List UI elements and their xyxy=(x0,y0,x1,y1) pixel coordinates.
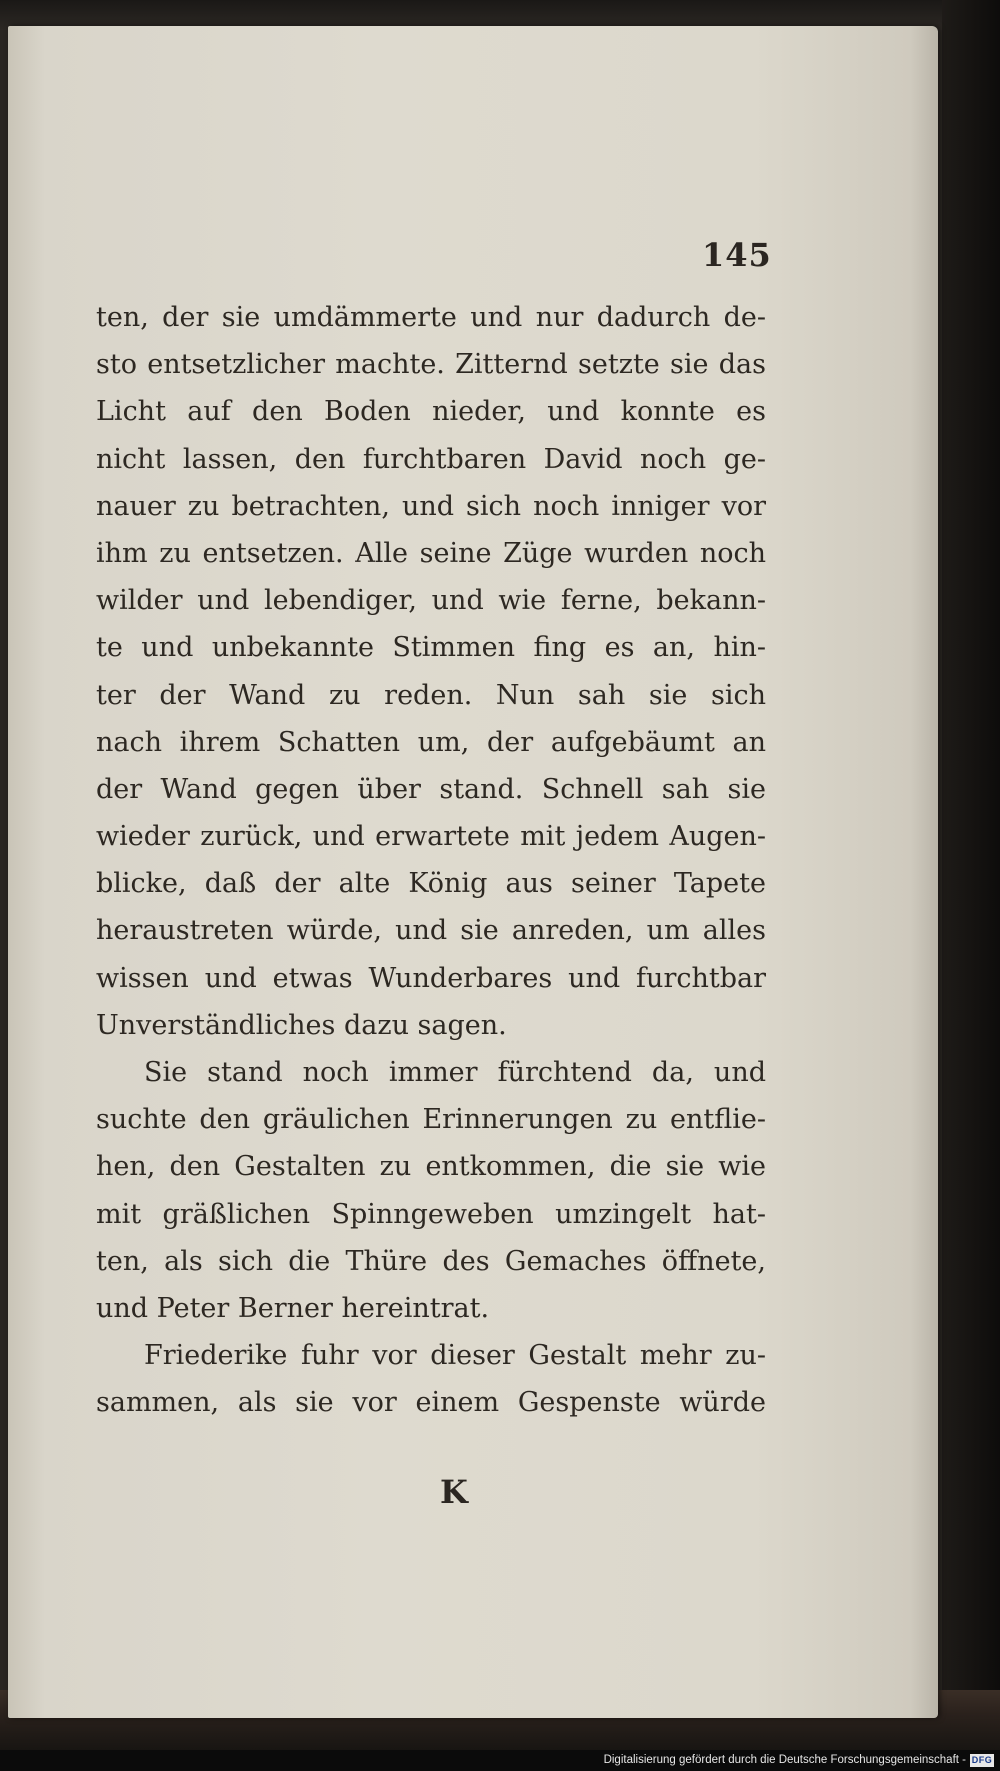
text-line: wissen und etwas Wunderbares und furchtbar xyxy=(96,962,766,994)
text-line: nach ihrem Schatten um, der aufgebäumt an xyxy=(96,726,766,758)
text-line: und Peter Berner hereintrat. xyxy=(96,1292,490,1324)
text-line: suchte den gräulichen Erinnerungen zu entflie- xyxy=(96,1104,766,1136)
dfg-logo-icon: DFG xyxy=(971,1755,993,1765)
text-line: der Wand gegen über stand. Schnell sah sie xyxy=(96,773,766,805)
text-line: Licht auf den Boden nieder, und konnte es xyxy=(96,396,766,428)
page-number: 145 xyxy=(702,236,772,274)
text-line: hen, den Gestalten zu entkommen, die sie wie xyxy=(96,1151,766,1183)
text-line: wilder und lebendiger, und wie ferne, bekann- xyxy=(96,585,766,617)
text-line: nauer zu betrachten, und sich noch inniger vor xyxy=(96,490,766,522)
text-line: Friederike fuhr vor dieser Gestalt mehr zu- xyxy=(144,1340,766,1372)
text-line: heraustreten würde, und sie anreden, um alles xyxy=(96,915,766,947)
text-line: ten, der sie umdämmerte und nur dadurch de- xyxy=(96,302,766,333)
text-line: wieder zurück, und erwartete mit jedem Augen- xyxy=(96,821,766,853)
footer-credit: Digitalisierung gefördert durch die Deutsche Forschungsgemeinschaft - xyxy=(603,1754,966,1766)
text-line: sammen, als sie vor einem Gespenste würde xyxy=(96,1387,766,1419)
text-line: te und unbekannte Stimmen fing es an, hin- xyxy=(96,632,766,664)
text-line: ter der Wand zu reden. Nun sah sie sich xyxy=(96,679,766,711)
text-line: nicht lassen, den furchtbaren David noch ge- xyxy=(96,443,766,475)
text-line: mit gräßlichen Spinngeweben umzingelt hat- xyxy=(96,1198,766,1230)
signature-mark: K xyxy=(440,1473,468,1511)
text-line: Sie stand noch immer fürchtend da, und xyxy=(144,1057,766,1088)
book-binding-edge xyxy=(942,0,1000,1771)
digitization-footer xyxy=(0,1750,1000,1771)
page-text-body xyxy=(96,294,766,1427)
text-line: sto entsetzlicher machte. Zitternd setzte sie das xyxy=(96,349,766,381)
text-line: ihm zu entsetzen. Alle seine Züge wurden noch xyxy=(96,537,766,569)
text-line: ten, als sich die Thüre des Gemaches öffnete, xyxy=(96,1245,766,1277)
book-page xyxy=(8,26,938,1718)
text-line: Unverständliches dazu sagen. xyxy=(96,1009,507,1041)
text-line: blicke, daß der alte König aus seiner Tapete xyxy=(96,868,766,900)
